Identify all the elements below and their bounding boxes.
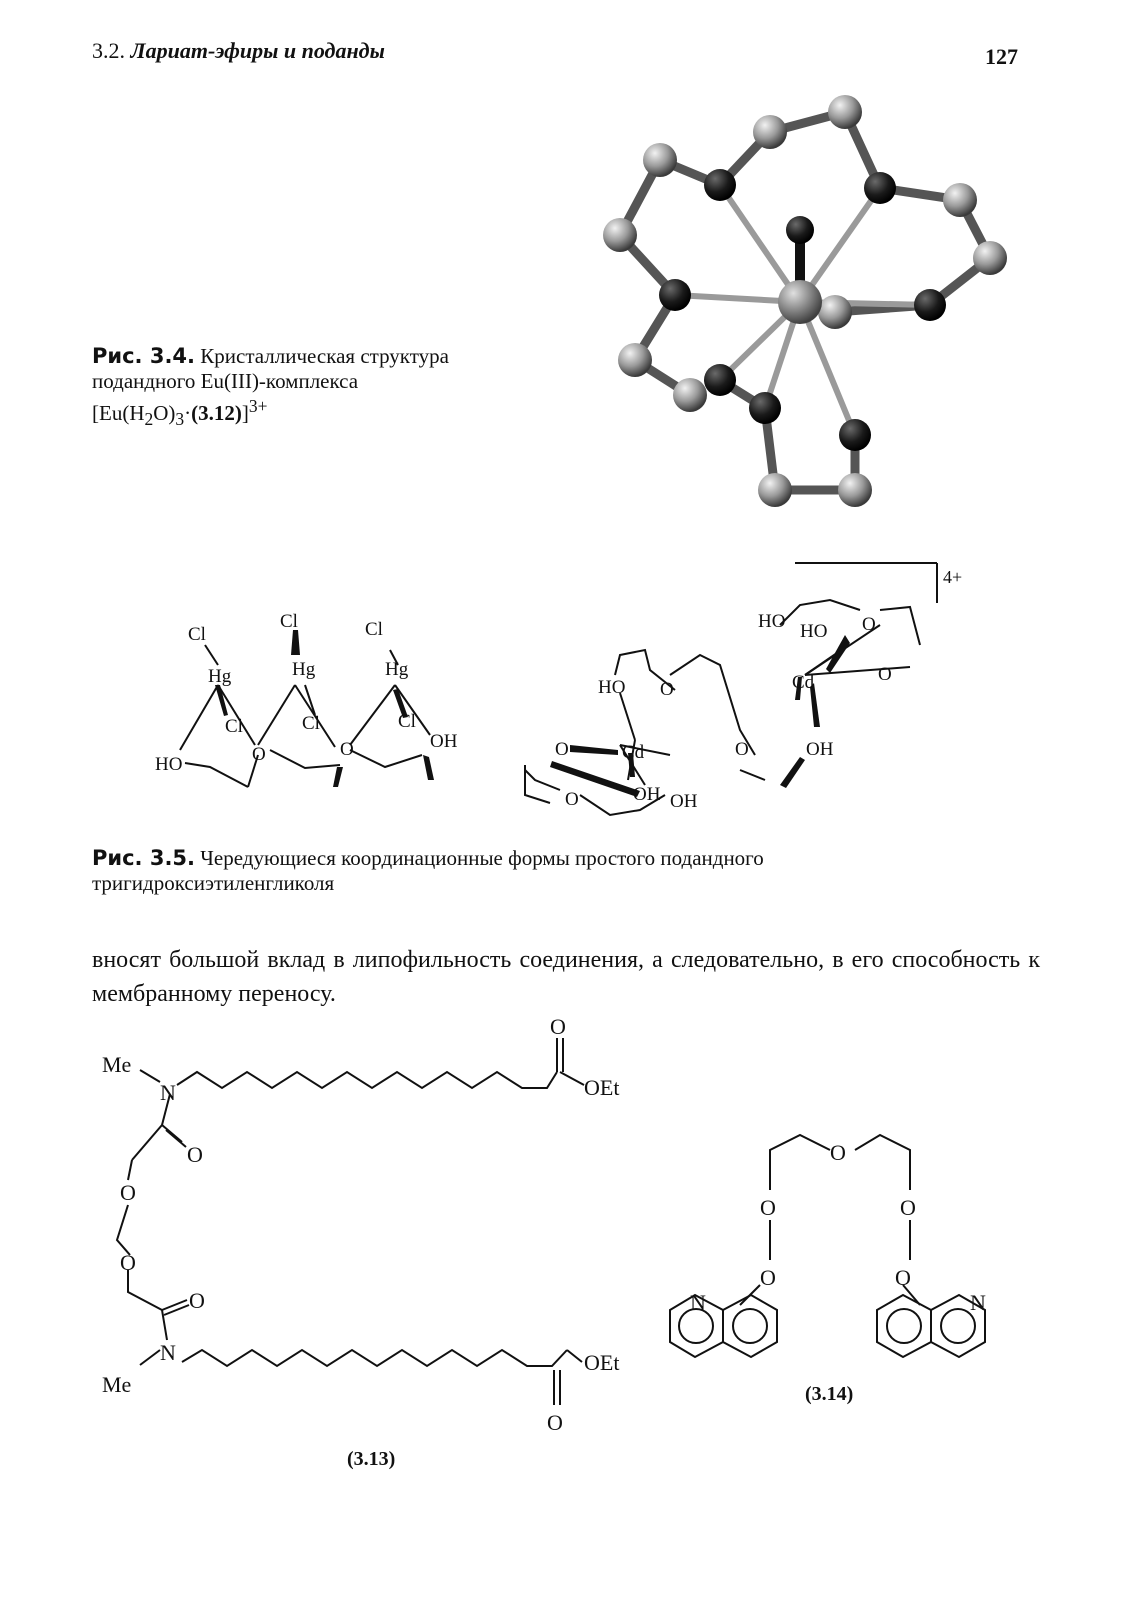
wedge-bond <box>291 630 300 655</box>
atom-hg: Hg <box>292 659 316 680</box>
compound-3-13-label: (3.13) <box>347 1448 396 1470</box>
atom-o: O <box>120 1180 136 1205</box>
atom-o: O <box>252 744 266 765</box>
atom-o: O <box>565 789 579 810</box>
compound-3-13-bonds <box>117 1038 584 1405</box>
atom-o: O <box>900 1195 916 1220</box>
figure-3-4-label: Рис. 3.4. <box>92 344 196 368</box>
atom-cl: Cl <box>225 716 243 737</box>
atom-cl: Cl <box>280 611 298 632</box>
atom-n: N <box>160 1080 176 1105</box>
atom-o: O <box>555 739 569 760</box>
figure-3-4-caption-line2: подандного Eu(III)-комплекса <box>92 369 359 393</box>
atom-o: O <box>120 1250 136 1275</box>
wedge-bond <box>423 755 434 780</box>
atom-o: O <box>862 614 876 635</box>
atom-me: Me <box>102 1372 132 1397</box>
wedge-bond <box>826 635 850 673</box>
atom-hg: Hg <box>208 666 232 687</box>
figure-3-5-coordination-forms <box>140 555 1040 830</box>
atom-o: O <box>760 1195 776 1220</box>
page-number: 127 <box>985 44 1018 69</box>
figure-3-4-crystal-structure <box>590 90 1030 520</box>
atom-o: O <box>878 664 892 685</box>
section-number: 3.2. <box>92 38 125 63</box>
atom-o: O <box>550 1014 566 1039</box>
running-header <box>92 38 385 64</box>
atom-o: O <box>340 739 354 760</box>
figure-3-5-caption <box>92 846 992 896</box>
body-paragraph: вносят большой вклад в липофильность соединения, а следовательно, в его способность к мембранному переносу. <box>92 947 1040 1007</box>
atom-n: N <box>160 1340 176 1365</box>
atom-cl: Cl <box>302 713 320 734</box>
atom-n: N <box>690 1290 706 1315</box>
atom-oh: OH <box>806 739 834 760</box>
wedge-bond <box>570 745 618 755</box>
figure-3-4-caption <box>92 344 512 432</box>
atom-o: O <box>895 1265 911 1290</box>
atom-o: O <box>189 1288 205 1313</box>
atom-cl: Cl <box>188 624 206 645</box>
atom-cl: Cl <box>398 711 416 732</box>
section-title: Лариат-эфиры и поданды <box>130 38 385 63</box>
compound-3-14-structure <box>655 1060 1035 1430</box>
atom-cd: Cd <box>792 672 815 693</box>
atom-ho: HO <box>598 677 626 698</box>
atom-cd: Cd <box>622 742 645 763</box>
atom-cl: Cl <box>365 619 383 640</box>
atom-o: O <box>735 739 749 760</box>
atom-me: Me <box>102 1052 132 1077</box>
europium-atom <box>778 280 822 324</box>
atom-ho: HO <box>800 621 828 642</box>
atom-oh: OH <box>633 784 661 805</box>
wedge-bond <box>550 761 640 797</box>
figure-3-4-formula: $[Eu(H_2O)_3\cdot(3.12)]^{3+}$ <box>92 396 268 430</box>
figure-3-5-label: Рис. 3.5. <box>92 846 196 870</box>
atom-oh: OH <box>430 731 458 752</box>
atom-hg: Hg <box>385 659 409 680</box>
atom-oet: OEt <box>584 1350 620 1375</box>
figure-3-5-caption-text: Чередующиеся координационные формы простого подандного тригидроксиэтиленгликоля <box>92 846 764 895</box>
atom-o: O <box>760 1265 776 1290</box>
atom-o: O <box>187 1142 203 1167</box>
compound-3-14-label: (3.14) <box>805 1383 854 1405</box>
atom-n: N <box>970 1290 986 1315</box>
complex-charge: 4+ <box>943 567 963 587</box>
compound-3-13-structure <box>92 1010 652 1470</box>
atom-oh: OH <box>670 791 698 812</box>
atom-o: O <box>830 1140 846 1165</box>
compound-3-14-bonds <box>670 1135 985 1357</box>
wedge-bond <box>780 757 805 788</box>
atom-oet: OEt <box>584 1075 620 1100</box>
wedge-bond <box>333 767 343 787</box>
atom-o: O <box>660 679 674 700</box>
figure-3-4-caption-line1: Кристаллическая структура <box>200 344 449 368</box>
atom-o: O <box>547 1410 563 1435</box>
atom-ho: HO <box>758 611 786 632</box>
atom-ho: HO <box>155 754 183 775</box>
